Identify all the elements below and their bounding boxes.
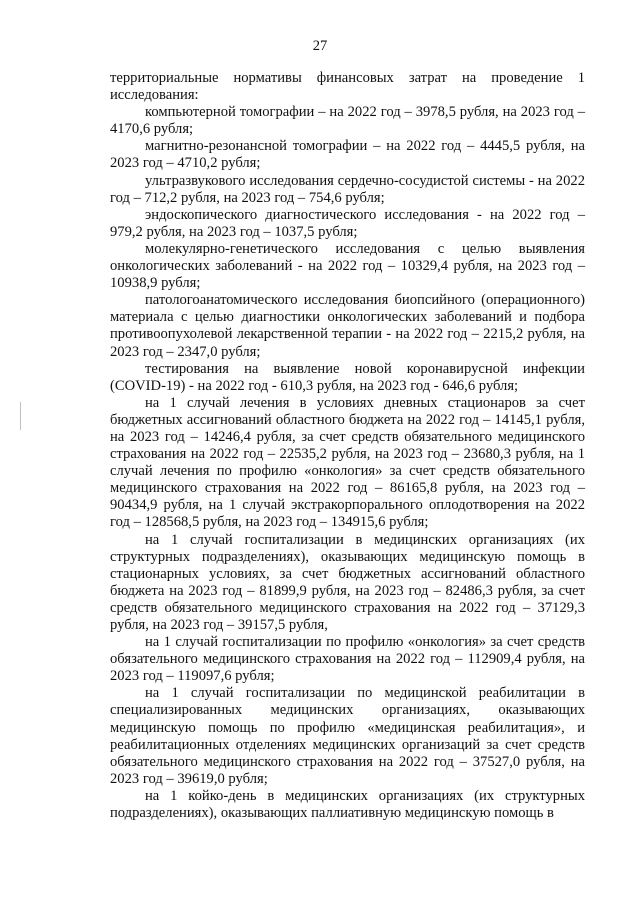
- paragraph: на 1 койко-день в медицинских организациях (их структурных подразделениях), оказывающих паллиативную медицинскую помощь в: [110, 787, 585, 822]
- paragraph: ультразвукового исследования сердечно-сосудистой системы - на 2022 год – 712,2 рубля, на 2023 год – 754,6 рубля;: [110, 172, 585, 206]
- paragraph: компьютерной томографии – на 2022 год – 3978,5 рубля, на 2023 год – 4170,6 рубля;: [110, 104, 585, 138]
- page-number: 27: [312, 38, 328, 54]
- document-body: [110, 70, 585, 822]
- paragraph: территориальные нормативы финансовых затрат на проведение 1 исследования:: [110, 70, 585, 104]
- paragraph: на 1 случай госпитализации по профилю «онкология» за счет средств обязательного медицинского страхования на 2022 год – 112909,4 рубля, на 2023 год – 119097,6 рубля;: [110, 634, 585, 685]
- paragraph: молекулярно-генетического исследования с целью выявления онкологических заболеваний - на 2022 год – 10329,4 рубля, на 2023 год – 10938,9 рубля;: [110, 240, 585, 292]
- paragraph: на 1 случай лечения в условиях дневных стационаров за счет бюджетных ассигнований областного бюджета на 2022 год – 14145,1 рубля, на 2023 год – 14246,4 рубля, за счет средств обязательного медицинского страхования на 2022 год – 22535,2 рубля, на 2023 год – 23680,3 рубля, на 1 случай лечения по профилю «онкология» за счет средств обязательного медицинского страхования на 2022 год – 86165,8 рубля, на 2023 год – 90434,9 рубля, на 1 случай экстракорпорального оплодотворения на 2022 год – 128568,5 рубля, на 2023 год – 134915,6 рубля;: [110, 394, 585, 531]
- scan-margin-mark: [20, 402, 21, 430]
- paragraph: на 1 случай госпитализации по медицинской реабилитации в специализированных медицинских организациях, оказывающих медицинскую помощь по профилю «медицинская реабилитация», и реабилитационных отделениях медицинских организаций за счет средств обязательного медицинского страхования на 2022 год – 37527,0 рубля, на 2023 год – 39619,0 рубля;: [110, 685, 585, 787]
- paragraph: эндоскопического диагностического исследования - на 2022 год – 979,2 рубля, на 2023 год – 1037,5 рубля;: [110, 206, 585, 240]
- paragraph: патологоанатомического исследования биопсийного (операционного) материала с целью диагностики онкологических заболеваний и подбора противоопухолевой лекарственной терапии - на 2022 год – 2215,2 рубля, на 2023 год – 2347,0 рубля;: [110, 292, 585, 360]
- paragraph: на 1 случай госпитализации в медицинских организациях (их структурных подразделениях), оказывающих медицинскую помощь в стационарных условиях, за счет бюджетных ассигнований областного бюджета на 2023 год – 81899,9 рубля, на 2023 год – 82486,3 рубля, за счет средств обязательного медицинского страхования на 2022 год – 37129,3 рубля, на 2023 год – 39157,5 рубля,: [110, 531, 585, 633]
- paragraph: магнитно-резонансной томографии – на 2022 год – 4445,5 рубля, на 2023 год – 4710,2 рубля;: [110, 138, 585, 172]
- paragraph: тестирования на выявление новой коронавирусной инфекции (COVID-19) - на 2022 год - 610,3 рубля, на 2023 год - 646,6 рубля;: [110, 360, 585, 394]
